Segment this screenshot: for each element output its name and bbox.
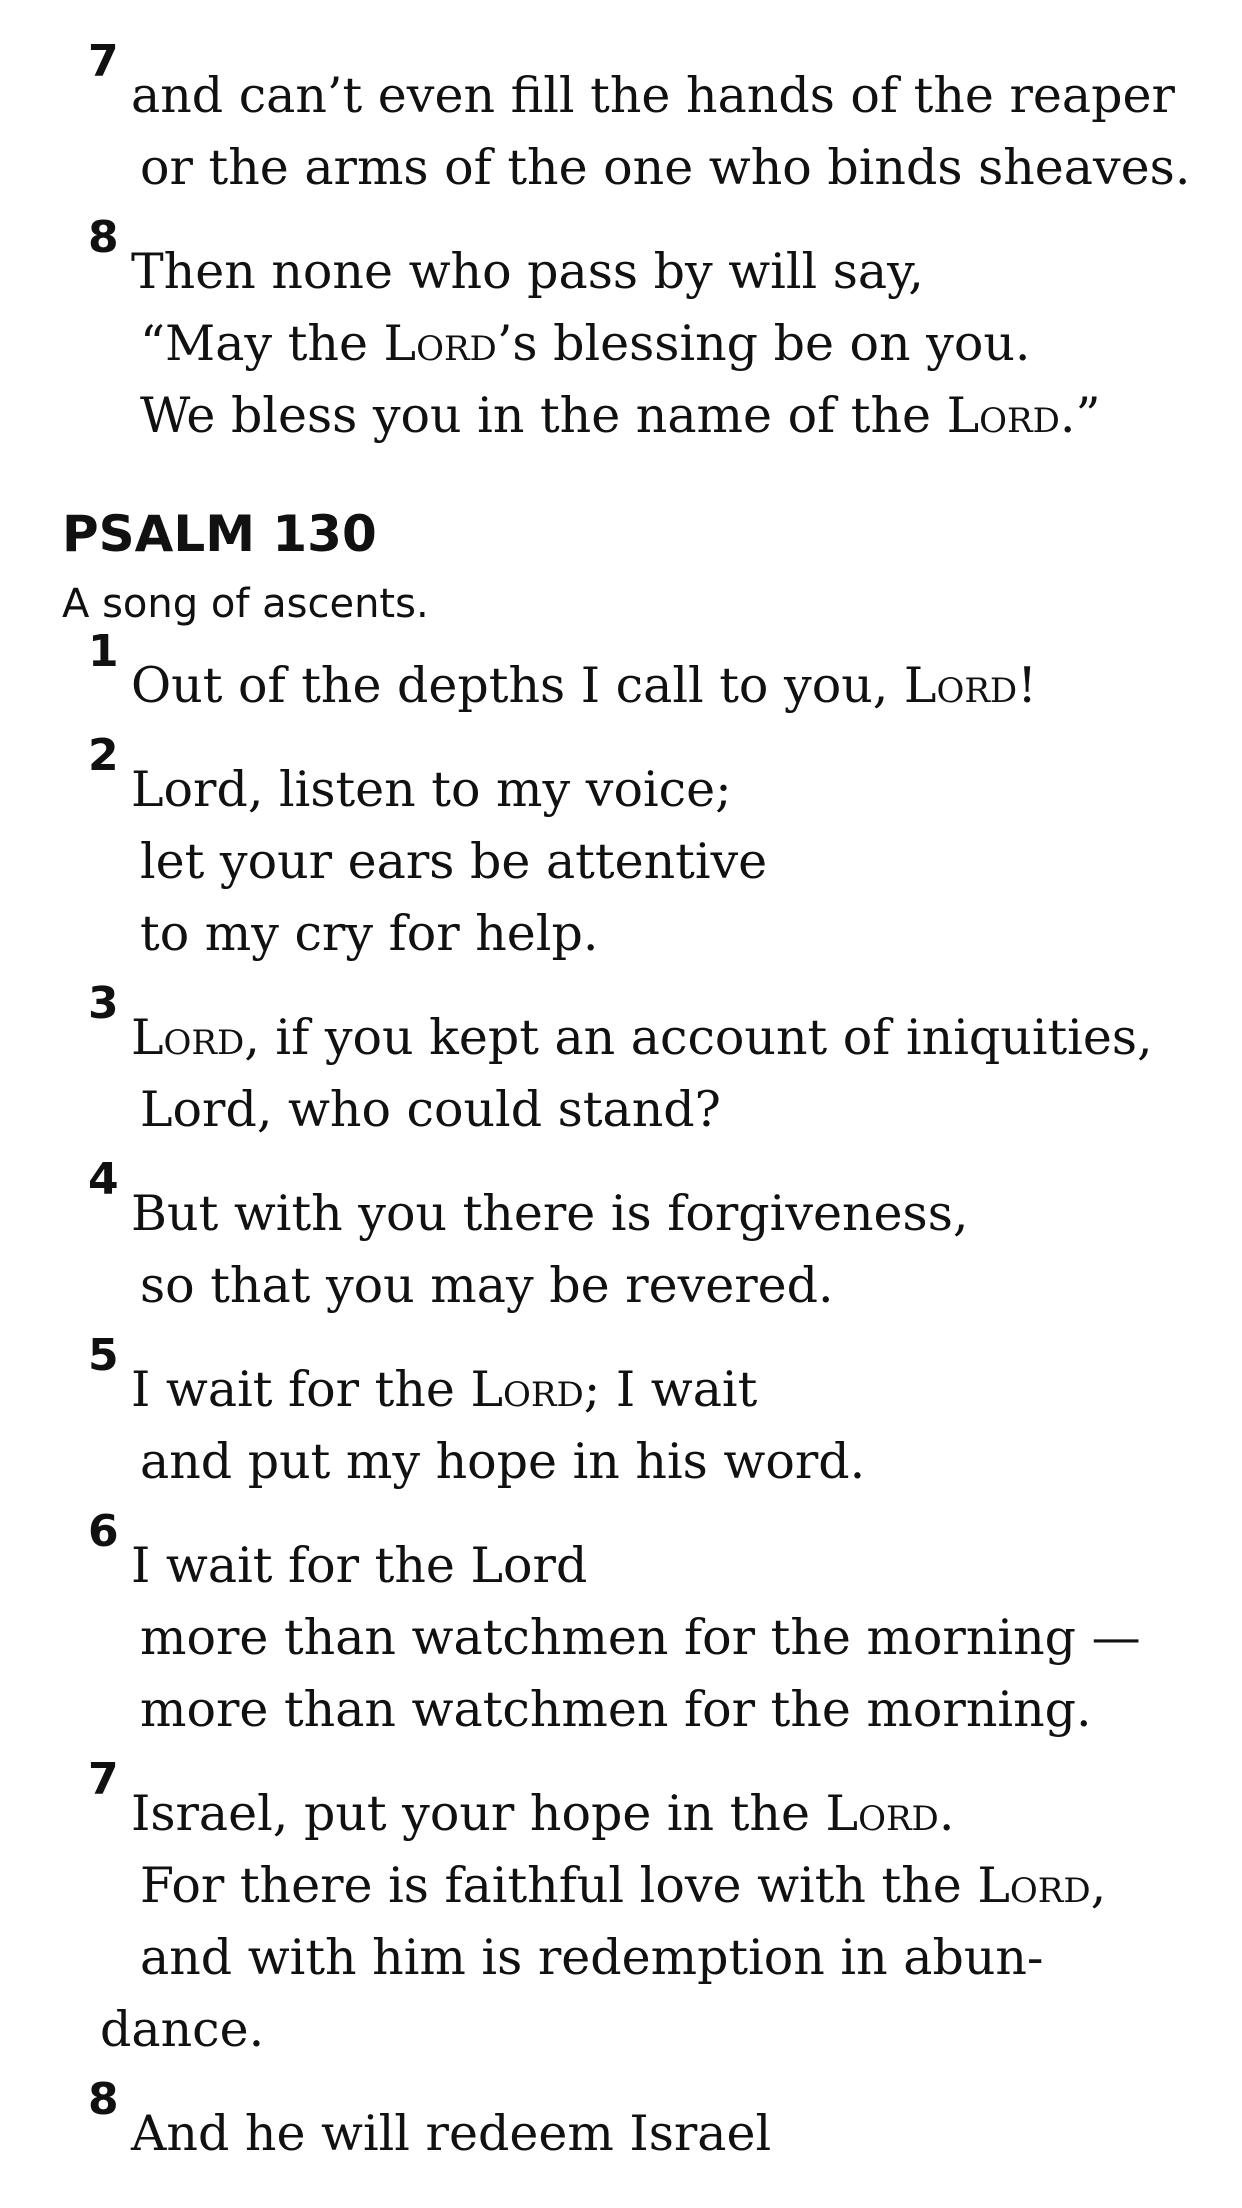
verse-line [131,986,1242,1074]
verse-line: and put my hope in his word. [140,1433,866,1490]
verse-line: or the arms of the one who binds sheaves. [140,139,1191,196]
divine-name: Lord [977,1857,1091,1914]
verse-line [140,308,1242,380]
verse-line [131,1338,1242,1426]
verse-number: 8 [88,2074,119,2125]
divine-name: Lord [383,315,497,372]
text-segment: ; I wait [583,1361,758,1418]
verse-line: more than watchmen for the morning — [140,1609,1141,1666]
verse-7 [88,1754,1242,2066]
verse-number: 1 [88,626,119,677]
text-segment: We bless you in the name of the [140,387,947,444]
verse-line: more than watchmen for the morning. [140,1681,1092,1738]
text-segment: I wait for the [131,1361,471,1418]
divine-name: Lord [131,1009,245,1066]
verse-number: 8 [88,212,119,263]
verse-line: I wait for the Lord [131,1537,588,1594]
verse-5 [88,1330,1242,1498]
text-segment: . [938,1785,955,1842]
text-segment: , [1090,1857,1107,1914]
verse-line: let your ears be attentive [140,833,768,890]
text-segment: “May the [140,315,384,372]
verse-line: Then none who pass by will say, [131,243,924,300]
verse-number: 3 [88,978,119,1029]
text-segment: .” [1059,387,1101,444]
verse-prev-8 [88,212,1242,452]
verse-line: But with you there is forgiveness, [131,1185,969,1242]
verse-line: Lord, who could stand? [140,1081,721,1138]
text-segment: ! [1017,657,1037,714]
verse-line [131,1762,1242,1850]
verse-line: Lord, listen to my voice; [131,761,732,818]
psalm-subtitle: A song of ascents. [62,581,429,627]
verse-number: 4 [88,1154,119,1205]
text-segment: ’s blessing be on you. [496,315,1031,372]
divine-name: Lord [903,657,1018,714]
verse-3 [88,978,1242,1146]
verse-line: to my cry for help. [140,905,599,962]
verse-2 [88,730,1242,970]
verse-number: 7 [88,36,119,87]
verse-4 [88,1154,1242,1322]
verse-number: 6 [88,1506,119,1557]
verse-line [140,380,1242,452]
text-segment: For there is faithful love with the [140,1857,978,1914]
verse-line: And he will redeem Israel [131,2105,772,2162]
verse-line: and with him is redemption in abun- [140,1929,1044,1986]
text-segment: , if you kept an account of iniquities, [244,1009,1153,1066]
verse-line [131,634,1242,722]
verse-6 [88,1506,1242,1746]
verse-number: 5 [88,1330,119,1381]
verse-line: dance. [100,2001,265,2058]
verse-number: 2 [88,730,119,781]
psalm-title: PSALM 130 [62,505,377,563]
divine-name: Lord [470,1361,584,1418]
verse-1 [88,626,1242,722]
text-segment: Israel, put your hope in the [131,1785,826,1842]
divine-name: Lord [946,387,1060,444]
verse-line [140,1850,1242,1922]
divine-name: Lord [825,1785,939,1842]
verse-line: so that you may be revered. [140,1257,834,1314]
verse-number: 7 [88,1754,119,1805]
verse-8 [88,2074,1242,2170]
text-segment: Out of the depths I call to you, [131,657,904,714]
verse-line: and can’t even fill the hands of the reaper [131,67,1175,124]
verse-prev-7 [88,36,1242,204]
